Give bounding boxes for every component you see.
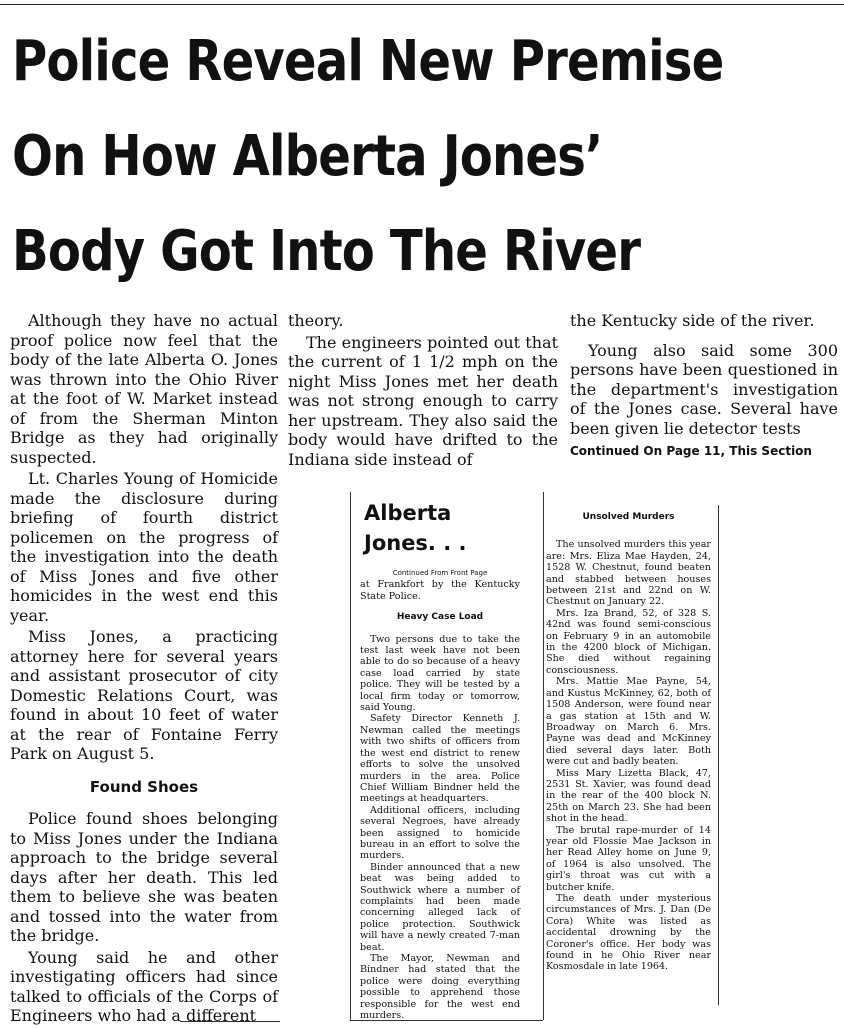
- top-rule: [0, 4, 844, 5]
- headline-line-3: Body Got Into The River: [12, 219, 641, 284]
- paragraph: The Mayor, Newman and Bindner had stated that the police were doing everything possible to apprehend those responsible for the west end murders.: [360, 953, 520, 1022]
- jump-story: [360, 494, 520, 1021]
- paragraph: the Kentucky side of the river.: [570, 311, 815, 330]
- main-story-column-2: [288, 311, 558, 471]
- paragraph: Additional officers, including several Negroes, have already been assigned to homicide bureau in an effort to solve the murders.: [360, 804, 520, 862]
- bottom-rule: [180, 1021, 280, 1022]
- paragraph: at Frankfort by the Kentucky State Police.: [360, 579, 520, 602]
- paragraph: The brutal rape-murder of 14 year old Flossie Mae Jackson in her Read Alley home on June 9, of 1964 is also unsolved. The girl's throat was cut with a butcher knife.: [546, 824, 711, 893]
- paragraph: Police found shoes belonging to Miss Jones under the Indiana approach to the bridge several days after her death. This led them to believe she was beaten and tossed into the water from the bridge.: [10, 809, 278, 945]
- column-rule: [350, 492, 351, 1020]
- paragraph: The engineers pointed out that the current of 1 1/2 mph on the night Miss Jones met her death was not strong enough to carry her upstream. They also said the body would have drifted to the Indiana side instead of: [288, 332, 558, 469]
- column-rule: [543, 492, 544, 1020]
- column-rule: [718, 505, 719, 1005]
- paragraph: Miss Jones, a practicing attorney here for several years and assistant prosecutor of city Domestic Relations Court, was found in about 10 feet of water at the rear of Fontaine Ferry Park on August 5.: [10, 627, 278, 763]
- paragraph: theory.: [288, 311, 344, 330]
- continued-line: Continued On Page 11, This Section: [570, 444, 812, 458]
- paragraph: Although they have no actual proof police now feel that the body of the late Alberta O. Jones was thrown into the Ohio River at the foot of W. Market instead of from the Sherman Minton Bridge as they had originally suspected.: [10, 311, 278, 467]
- headline-line-2: On How Alberta Jones’: [12, 124, 603, 189]
- paragraph: Mrs. Mattie Mae Payne, 54, and Kustus McKinney, 62, both of 1508 Anderson, were found near a gas station at 15th and W. Broadway on March 6. Mrs. Payne was dead and McKinney died several days later. Both were cut and badly beaten.: [546, 676, 711, 768]
- paragraph: Lt. Charles Young of Homicide made the disclosure during briefing of fourth district policemen on the progress of the investigation into the death of Miss Jones and five other homicides in the west end this year.: [10, 469, 278, 625]
- headline-line-1: Police Reveal New Premise: [12, 29, 724, 94]
- paragraph: Mrs. Iza Brand, 52, of 328 S. 42nd was found semi-conscious on February 9 in an automobile in the 4200 block of Michigan. She died without regaining consciousness.: [546, 607, 711, 676]
- subhead-found-shoes: Found Shoes: [89, 777, 199, 796]
- bottom-rule: [350, 1020, 543, 1021]
- paragraph: The unsolved murders this year are: Mrs. Eliza Mae Hayden, 24, 1528 W. Chestnut, found beaten and stabbed between houses between 21st and 22nd on W. Chestnut on January 22.: [546, 539, 711, 608]
- paragraph: Young also said some 300 persons have been questioned in the department's investigation of the Jones case. Several have been given lie detector tests: [570, 340, 838, 438]
- paragraph: Miss Mary Lizetta Black, 47, 2531 St. Xavier, was found dead in the rear of the 400 block N. 25th on March 23. She had been shot in the head.: [546, 767, 711, 825]
- paragraph: Safety Director Kenneth J. Newman called the meetings with two shifts of officers from the west end district to renew efforts to solve the unsolved murders in the area. Police Chief William Bindner held the meetings at headquarters.: [360, 713, 520, 805]
- headline: [12, 14, 724, 299]
- main-story-column-3: [570, 311, 838, 462]
- unsolved-murders-sidebar: [546, 508, 711, 973]
- unsolved-murders-title: Unsolved Murders: [582, 512, 675, 522]
- jump-story-title: Alberta Jones. . .: [364, 501, 467, 555]
- paragraph: Two persons due to take the test last week have not been able to do so because of a heavy case load carried by state police. They will be tested by a local firm today or tomorrow, said Young.: [360, 633, 520, 714]
- paragraph: Young said he and other investigating officers had since talked to officials of the Corps of Engineers who had a different: [10, 947, 278, 1025]
- main-story-column-1: [10, 311, 278, 1028]
- continued-from-label: Continued From Front Page: [392, 569, 488, 577]
- paragraph: Binder announced that a new beat was being added to Southwick where a number of complaints had been made concerning alleged lack of police protection. Southwick will have a newly created 7-man beat.: [360, 861, 520, 953]
- paragraph: The death under mysterious circumstances of Mrs. J. Dan (De Cora) White was listed as accidental drowning by the Coroner's office. Her body was found in he Ohio River near Kosmosdale in late 1964.: [546, 893, 711, 973]
- subhead-heavy-case-load: Heavy Case Load: [396, 612, 484, 623]
